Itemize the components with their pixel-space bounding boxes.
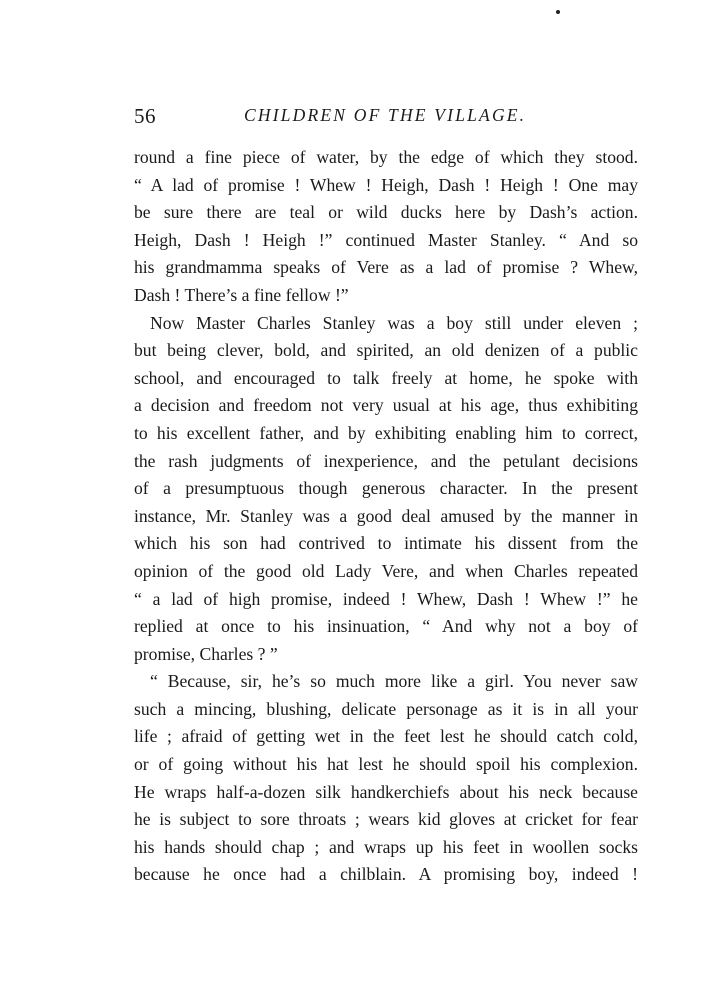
text-line: to his excellent father, and by exhibiting enabling him to correct, (134, 422, 638, 443)
text-line: “ a lad of high promise, indeed ! Whew, Dash ! Whew !” he (134, 588, 638, 609)
running-head (134, 104, 584, 130)
text-line: Heigh, Dash ! Heigh !” continued Master Stanley. “ And so (134, 229, 638, 250)
text-line: of a presumptuous though generous character. In the present (134, 478, 638, 499)
page-number: 56 (134, 104, 156, 128)
running-title: CHILDREN OF THE VILLAGE. (244, 105, 527, 125)
body-text (134, 144, 638, 889)
text-line: or of going without his hat lest he should spoil his complexion. (134, 754, 638, 775)
text-line: “ Because, sir, he’s so much more like a girl. You never saw (150, 671, 638, 692)
text-line: school, and encouraged to talk freely at home, he spoke with (134, 367, 638, 388)
text-line: replied at once to his insinuation, “ And why not a boy of (134, 616, 638, 637)
ink-speck (556, 10, 560, 14)
text-line: opinion of the good old Lady Vere, and when Charles repeated (134, 560, 638, 581)
text-line: but being clever, bold, and spirited, an old denizen of a public (134, 340, 638, 361)
text-line: the rash judgments of inexperience, and the petulant decisions (134, 450, 638, 471)
text-line: he is subject to sore throats ; wears kid gloves at cricket for fear (134, 809, 638, 830)
text-line: because he once had a chilblain. A promising boy, indeed ! (134, 864, 638, 885)
text-line: his grandmamma speaks of Vere as a lad of promise ? Whew, (134, 257, 638, 278)
text-line: Dash ! There’s a fine fellow !” (134, 284, 349, 305)
text-line: Now Master Charles Stanley was a boy still under eleven ; (150, 312, 638, 333)
text-line: life ; afraid of getting wet in the feet lest he should catch cold, (134, 726, 638, 747)
text-line: such a mincing, blushing, delicate personage as it is in all your (134, 698, 638, 719)
text-line: a decision and freedom not very usual at his age, thus exhibiting (134, 395, 638, 416)
text-line: instance, Mr. Stanley was a good deal amused by the manner in (134, 505, 638, 526)
text-line: promise, Charles ? ” (134, 643, 278, 664)
text-line: be sure there are teal or wild ducks here by Dash’s action. (134, 202, 638, 223)
text-line: “ A lad of promise ! Whew ! Heigh, Dash ! Heigh ! One may (134, 174, 638, 195)
text-line: round a fine piece of water, by the edge of which they stood. (134, 147, 638, 167)
text-line: which his son had contrived to intimate his dissent from the (134, 533, 638, 554)
text-line: his hands should chap ; and wraps up his feet in woollen socks (134, 836, 638, 857)
text-line: He wraps half-a-dozen silk handkerchiefs about his neck because (134, 781, 638, 802)
